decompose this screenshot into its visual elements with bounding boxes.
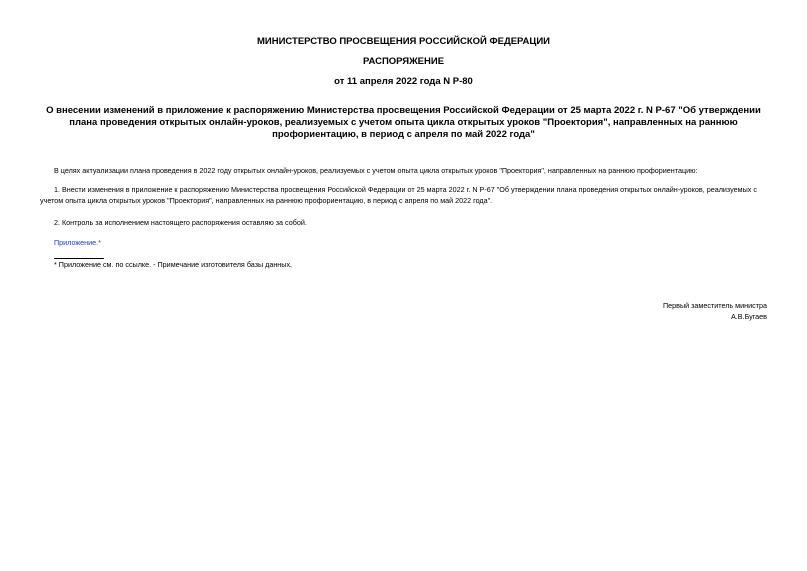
appendix-link-paragraph: [40, 237, 768, 248]
document-type-heading: РАСПОРЯЖЕНИЕ: [362, 56, 445, 67]
document-date-number: от 11 апреля 2022 года N Р-80: [334, 76, 473, 87]
signatory-position: Первый заместитель министра: [662, 301, 767, 310]
footnote-text: * Приложение см. по ссылке. - Примечание изготовителя базы данных.: [54, 260, 293, 269]
signature-block: [663, 300, 767, 322]
intro-paragraph: В целях актуализации плана проведения в 2022 году открытых онлайн-уроков, реализуемых с учетом опыта цикла открытых уроков "Проектория", направленных на раннюю профориентацию:: [54, 166, 698, 175]
item-1-paragraph: 1. Внести изменения в приложение к распоряжению Министерства просвещения Российской Федерации от 25 марта 2022 г. N Р-67 "Об утверждении плана проведения открытых онлайн-уроков, реализуемых с учетом опыта цикла открытых уроков "Проектория", направленных на раннюю профориентацию, в период с апреля по май 2022 года".: [40, 185, 757, 205]
ministry-heading: МИНИСТЕРСТВО ПРОСВЕЩЕНИЯ РОССИЙСКОЙ ФЕДЕРАЦИИ: [256, 36, 551, 47]
document-subject-title: О внесении изменений в приложение к распоряжению Министерства просвещения Российской Федерации от 25 марта 2022 г. N Р-67 "Об утверждении плана проведения открытых онлайн-уроков, реализуемых с учетом опыта цикла открытых уроков "Проектория", направленных на раннюю профориентацию, в период с апреля по май 2022 года": [46, 105, 761, 140]
signatory-name: А.В.Бугаев: [730, 312, 767, 321]
appendix-link[interactable]: Приложение.*: [54, 238, 101, 247]
item-2-paragraph: 2. Контроль за исполнением настоящего распоряжения оставляю за собой.: [54, 218, 307, 227]
